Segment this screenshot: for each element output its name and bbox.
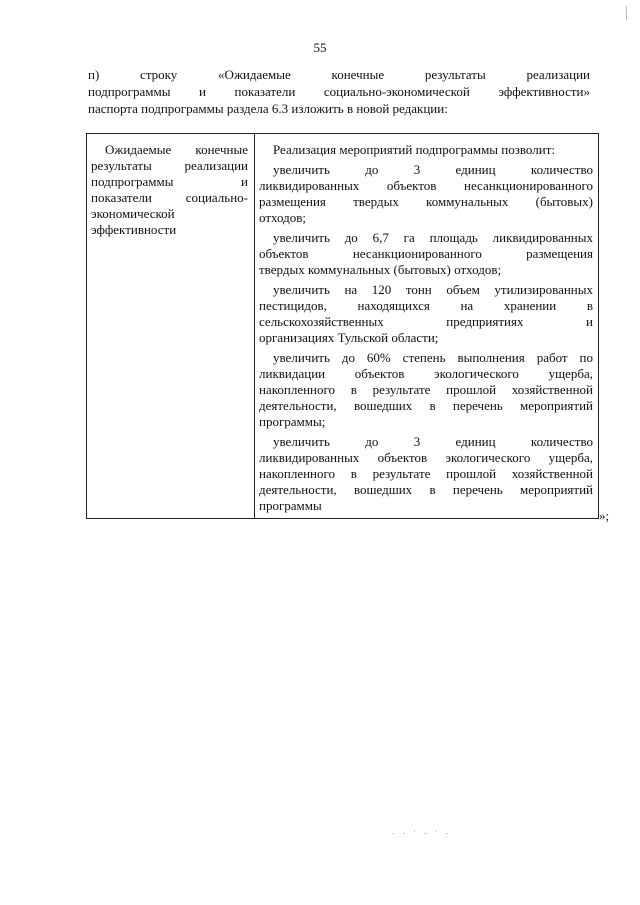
measure-item <box>259 162 593 226</box>
left-cell-line: результаты реализации <box>91 158 248 173</box>
measure-line: деятельности, вошедших в перечень мероприятий <box>259 398 593 413</box>
measure-line: увеличить до 60% степень выполнения работ по <box>273 350 593 365</box>
left-cell-line: Ожидаемые конечные <box>105 142 248 157</box>
measure-item <box>259 350 593 430</box>
measure-line: объектов несанкционированного размещения <box>259 246 593 261</box>
measure-line: увеличить до 3 единиц количество <box>273 434 593 449</box>
intro-line-2: подпрограммы и показатели социально-экономической эффективности» <box>88 84 590 99</box>
measure-line: накопленного в результате прошлой хозяйственной <box>259 466 593 481</box>
right-cell-measures <box>259 142 593 518</box>
scan-noise: . . · . · . <box>392 826 452 836</box>
measure-line: программы; <box>259 414 326 429</box>
measure-item <box>259 230 593 278</box>
measure-line: ликвидации объектов экологического ущерба, <box>259 366 593 381</box>
intro-line-1: п) строку «Ожидаемые конечные результаты реализации <box>88 67 590 82</box>
left-cell-line: эффективности <box>91 222 177 237</box>
measure-line: размещения твердых коммунальных (бытовых) <box>259 194 593 209</box>
closing-quote: »; <box>599 508 610 523</box>
left-cell-line: экономической <box>91 206 175 221</box>
page-number: 55 <box>313 40 327 55</box>
measure-line: отходов; <box>259 210 307 225</box>
measure-line: увеличить до 3 единиц количество <box>273 162 593 177</box>
column-divider <box>254 134 255 518</box>
measure-line: сельскохозяйственных предприятиях и <box>259 314 593 329</box>
intro-line-3: паспорта подпрограммы раздела 6.3 изложить в новой редакции: <box>88 101 448 116</box>
measure-line: ликвидированных объектов несанкционированного <box>259 178 593 193</box>
measure-line: твердых коммунальных (бытовых) отходов; <box>259 262 502 277</box>
measure-line: пестицидов, находящихся на хранении в <box>259 298 593 313</box>
scan-edge-mark <box>626 6 627 20</box>
measure-item <box>259 282 593 346</box>
measure-line: ликвидированных объектов экологического ущерба, <box>259 450 593 465</box>
measure-line: организациях Тульской области; <box>259 330 439 345</box>
measure-line: программы <box>259 498 322 513</box>
measure-line: деятельности, вошедших в перечень мероприятий <box>259 482 593 497</box>
measures-list <box>259 162 593 514</box>
passport-table <box>86 133 599 519</box>
measure-item <box>259 434 593 514</box>
left-cell-expected-results <box>91 142 248 238</box>
measure-line: накопленного в результате прошлой хозяйственной <box>259 382 593 397</box>
intro-paragraph <box>88 66 590 117</box>
measure-line: увеличить на 120 тонн объем утилизированных <box>273 282 593 297</box>
right-cell-heading: Реализация мероприятий подпрограммы позволит: <box>273 142 556 157</box>
left-cell-line: показатели социально- <box>91 190 248 205</box>
left-cell-line: подпрограммы и <box>91 174 248 189</box>
measure-line: увеличить до 6,7 га площадь ликвидированных <box>273 230 593 245</box>
